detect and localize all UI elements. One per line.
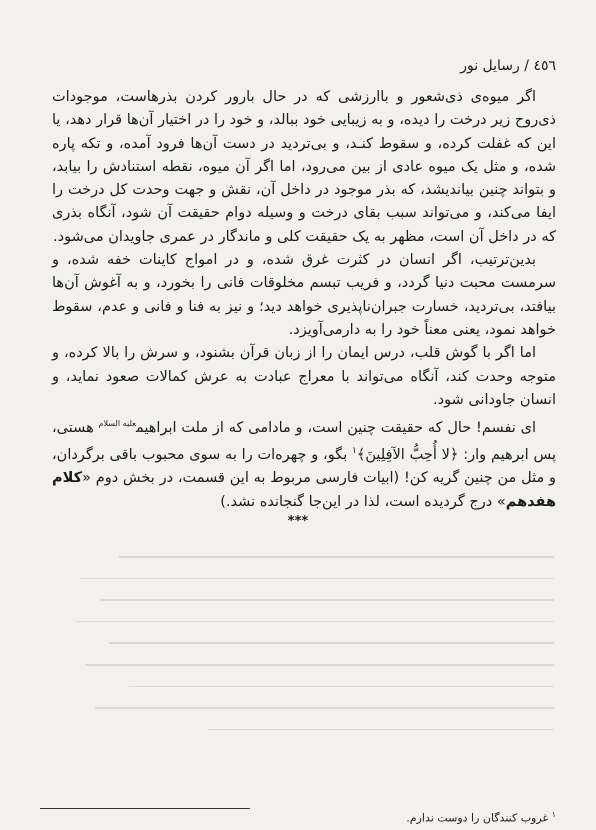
paragraph-4-middle: بگو، و چهره‌ات را به سوی محبوب باقی برگردان، و مثل من چنین گریه کن! (ابیات فارسی مربوط به این قسمت، در بخش دوم « — [52, 447, 556, 487]
section-reference: کلام هفدهم — [52, 470, 556, 510]
section-separator: *** — [287, 514, 309, 529]
footnote — [406, 810, 556, 825]
bleed-through-texture — [60, 536, 554, 776]
footnote-text: غروب کنندگان را دوست ندارم. — [406, 811, 549, 825]
paragraph-2: بدین‌ترتیب، اگر انسان در کثرت غرق شده، و در امواج کاینات خفه شده، و سرمست محبت دنیا گردد، و فریب تبسم مخلوقات فانی را بخورد، و به آغوش آن‌ها بیافتد، بی‌تردید، خسارت جبران‌ناپذیری خواهد دید؛ و نیز به فنا و فانی و عدم، سقوط خواهد نمود، یعنی معناً خود را به دارمی‌آویزد. — [52, 252, 556, 338]
paragraph-4-end: » درج گردیده است، لذا در این‌جا گنجانده نشد.) — [220, 493, 506, 510]
paragraph-4-start: ای نفسم! حال که حقیقت چنین است، و مادامی که از ملت ابراهیم — [136, 419, 536, 436]
header-separator: / — [524, 58, 529, 74]
footnote-reference: ١ — [352, 446, 357, 457]
paragraph-4 — [52, 412, 556, 514]
page-number: ٤٥٦ — [533, 58, 556, 74]
paragraph-1: اگر میوه‌ی ذی‌شعور و باارزشی که در حال بارور کردن بذرهاست، موجودات ذی‌روح زیر درخت را دیده، و به زیبایی خود ببالد، و خود را در اختیار آن‌ها قرار دهد، یا این که غفلت کرده، و سقوط کنـد، و بی‌تردید در دست آن‌ها فرود آمده، و تکه پاره شده، و مثل یک میوه عادی از بین می‌رود، اما اگر آن میوه، نقطه استنادش را بیابد، و بتواند چنین بیاندیشد، که بذر موجود در داخل آن، نقش و جهت وحدت کل درخت را ایفا می‌کند، و می‌تواند سبب بقای درخت و وسیله دوام حقیقت آن شود، آنگاه بذری که در داخل آن است، مظهر به یک حقیقت کلی و ماندگار در عمری جاویدان می‌شود. — [52, 89, 556, 245]
paragraph-4-continuation: هستی، پس ابرهیم وار: — [52, 419, 556, 464]
paragraph-3: اما اگر با گوش قلب، درس ایمان را از زبان قرآن بشنود، و سرش را بالا کرده، و متوجه وحدت کند، آنگاه می‌تواند با معراج عبادت به عرش کمالات صعود نماید، و انسان جاودانی شود. — [52, 345, 556, 408]
honorific: عليه السلام — [98, 419, 137, 429]
footnote-marker: ١ — [551, 810, 556, 819]
page-header — [460, 58, 556, 74]
quranic-verse: ﴿لا أُحِبُّ الآفِلِينَ﴾ — [356, 447, 459, 464]
body-text — [52, 86, 556, 514]
book-title: رسایل نور — [460, 58, 520, 74]
footnote-divider — [40, 808, 250, 809]
